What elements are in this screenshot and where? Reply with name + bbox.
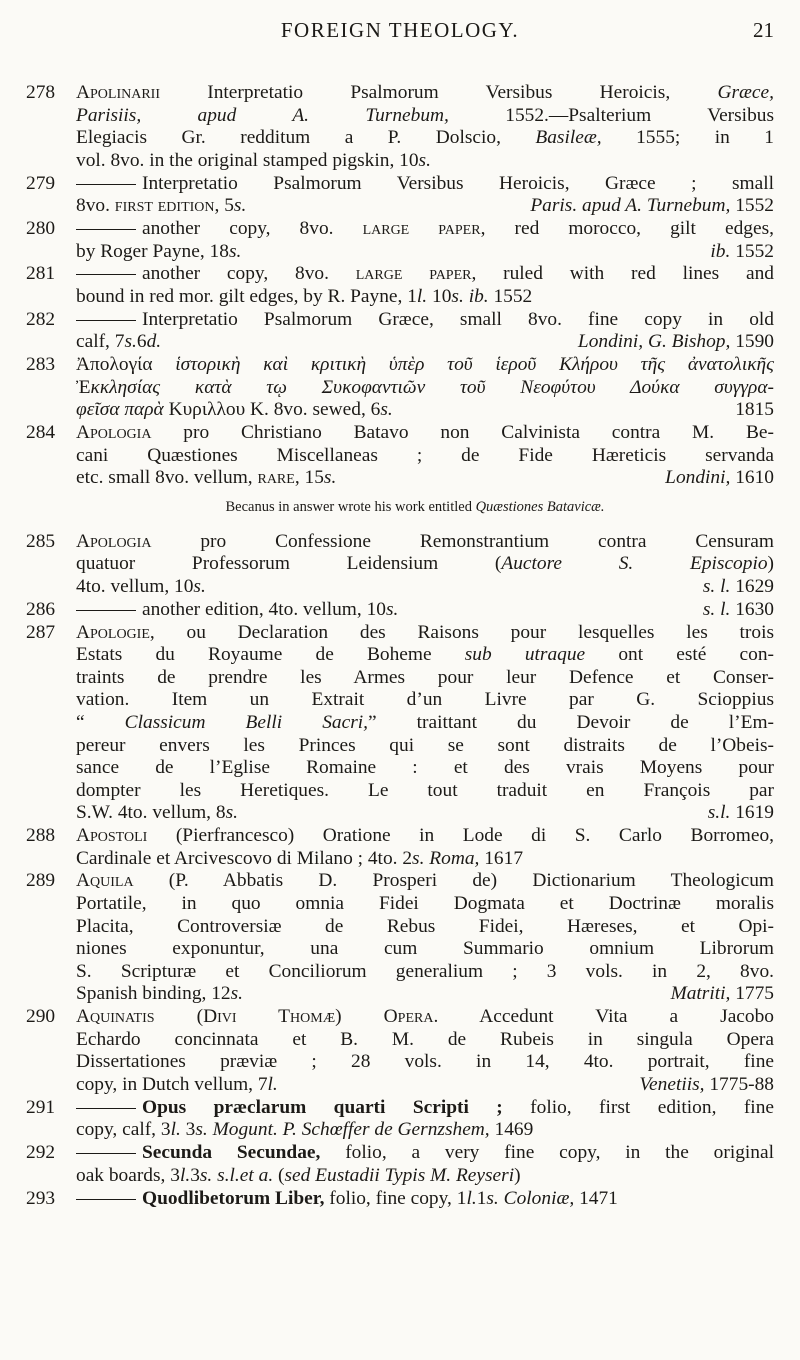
entry-line: Interpretatio Psalmorum Versibus Heroicis, Græce ; small	[76, 173, 774, 196]
entry-line: Apolinarii Interpretatio Psalmorum Versibus Heroicis, Græce,	[76, 82, 774, 103]
entry-line: etc. small 8vo. vellum, rare, 15s. Londini, 1610	[76, 467, 774, 489]
entry-line: Aquinatis (Divi Thomæ) Opera. Accedunt Vita a Jacobo	[76, 1006, 774, 1028]
entry-line: Interpretatio Psalmorum Græce, small 8vo. fine copy in old	[76, 309, 774, 332]
entry-number: 287	[26, 621, 56, 643]
catalogue-entry	[26, 173, 774, 218]
entry-line: pereur envers les Princes qui se sont distraits de l’Obeis-	[76, 734, 774, 756]
catalogue-entry	[26, 309, 774, 354]
entry-line: Apologia pro Christiano Batavo non Calvinista contra M. Be-	[76, 422, 774, 444]
catalogue-entry	[26, 354, 774, 422]
entry-line: niones exponuntur, una cum Summario omnium Librorum	[76, 938, 774, 960]
entry-number: 293	[26, 1187, 56, 1209]
entry-line: dompter les Heretiques. Le tout traduit en François par	[76, 779, 774, 801]
entry-line: vation. Item un Extrait d’un Livre par G. Scioppius	[76, 689, 774, 711]
entry-number: 283	[26, 354, 56, 376]
catalogue-entry	[26, 263, 774, 308]
catalogue-entry	[26, 531, 774, 599]
catalogue-entry	[26, 1188, 774, 1211]
entry-line: Aquila (P. Abbatis D. Prosperi de) Dictionarium Theologicum	[76, 870, 774, 892]
page-header	[26, 18, 774, 48]
entry-number: 279	[26, 172, 56, 194]
entry-number: 291	[26, 1096, 56, 1118]
entry-line: oak boards, 3l.3s. s.l.et a. (sed Eustadii Typis M. Reyseri)	[76, 1164, 521, 1186]
entry-line: another edition, 4to. vellum, 10s. s. l. 1630	[76, 599, 774, 622]
entry-line: copy, calf, 3l. 3s. Mogunt. P. Schœffer de Gernzshem, 1469	[76, 1119, 534, 1141]
entry-line: Echardo concinnata et B. M. de Rubeis in singula Opera	[76, 1028, 774, 1050]
entry-line: “ Classicum Belli Sacri,” traittant du Devoir de l’Em-	[76, 711, 774, 733]
entry-line: Apologie, ou Declaration des Raisons pour lesquelles les trois	[76, 621, 774, 643]
entry-number: 288	[26, 825, 56, 847]
entry-line: Secunda Secundae, folio, a very fine copy, in the original	[76, 1142, 774, 1165]
entry-line: Apostoli (Pierfrancesco) Oratione in Lode di S. Carlo Borromeo,	[76, 825, 774, 847]
entry-line: sance de l’Eglise Romaine : et des vrais Moyens pour	[76, 757, 774, 779]
entry-line: Quodlibetorum Liber, folio, fine copy, 1l.1s. Coloniæ, 1471	[76, 1188, 774, 1211]
catalogue-entry	[26, 622, 774, 825]
entry-line: Cardinale et Arcivescovo di Milano ; 4to. 2s. Roma, 1617	[76, 847, 524, 869]
entry-number: 280	[26, 217, 56, 239]
entry-line: S.W. 4to. vellum, 8s. s.l. 1619	[76, 802, 774, 824]
catalogue-entry	[26, 870, 774, 1006]
entry-line: Ἀπολογία ἱστορικὴ καὶ κριτικὴ ὑπὲρ τοῦ ἱεροῦ Κλήρου τῆς ἀνατολικῆς	[76, 354, 774, 376]
running-title: FOREIGN THEOLOGY.	[280, 18, 520, 42]
entry-number: 278	[26, 82, 56, 103]
entry-line: 4to. vellum, 10s. s. l. 1629	[76, 576, 774, 597]
entry-line: S. Scripturæ et Conciliorum generalium ; 3 vols. in 2, 8vo.	[76, 960, 774, 982]
entry-note: Becanus in answer wrote his work entitled Quæstiones Batavicæ.	[225, 498, 605, 515]
entry-line: 8vo. first edition, 5s. Paris. apud A. Turnebum, 1552	[76, 195, 774, 217]
entry-line: cani Quæstiones Miscellaneas ; de Fide Hæreticis servanda	[76, 444, 774, 466]
entry-number: 285	[26, 530, 56, 552]
catalogue-entry	[26, 218, 774, 263]
entry-line: another copy, 8vo. large paper, red morocco, gilt edges,	[76, 218, 774, 241]
catalogue-entry	[26, 82, 774, 172]
entry-line: Dissertationes præviæ ; 28 vols. in 14, 4to. portrait, fine	[76, 1051, 774, 1073]
entry-line: Estats du Royaume de Boheme sub utraque ont esté con-	[76, 644, 775, 666]
entry-line: Portatile, in quo omnia Fidei Dogmata et Doctrinæ moralis	[76, 893, 774, 915]
catalogue-entry	[26, 1006, 774, 1096]
entry-line: Elegiacis Gr. redditum a P. Dolscio, Basileæ, 1555; in 1	[76, 127, 774, 149]
entry-line: traints de prendre les Armes pour leur Defence et Conser-	[76, 666, 774, 688]
entry-line: by Roger Payne, 18s. ib. 1552	[76, 240, 774, 262]
entry-line: quatuor Professorum Leidensium (Auctore S. Episcopio)	[76, 553, 775, 575]
entry-line: Ἐκκλησίας κατὰ τῳ Συκοφαντιῶν τοῦ Νεοφύτου Δούκα συγγρα-	[76, 376, 774, 398]
entry-line: vol. 8vo. in the original stamped pigskin, 10s.	[76, 149, 431, 171]
catalogue-entry	[26, 825, 774, 870]
entry-line: another copy, 8vo. large paper, ruled with red lines and	[76, 263, 774, 286]
catalogue-entry	[26, 1097, 774, 1142]
entry-number: 289	[26, 870, 56, 892]
entry-number: 284	[26, 422, 56, 444]
catalogue-entry	[26, 422, 774, 490]
catalogue-entries	[26, 82, 774, 1210]
catalogue-entry	[26, 1142, 774, 1187]
entry-number: 290	[26, 1006, 56, 1028]
entry-number: 286	[26, 598, 56, 620]
entry-number: 292	[26, 1142, 56, 1164]
entry-line: Apologia pro Confessione Remonstrantium contra Censuram	[76, 530, 774, 552]
entry-number: 282	[26, 308, 56, 330]
entry-number: 281	[26, 263, 56, 285]
entry-line: copy, in Dutch vellum, 7l. Venetiis, 1775-88	[76, 1074, 774, 1095]
entry-line: φεῖσα παρὰ Κυριλλου Κ. 8vo. sewed, 6s. 1815	[76, 399, 774, 421]
entry-line: Parisiis, apud A. Turnebum, 1552.—Psalterium Versibus	[76, 104, 775, 126]
entry-line: calf, 7s.6d. Londini, G. Bishop, 1590	[76, 331, 774, 353]
entry-line: Placita, Controversiæ de Rebus Fidei, Hæreses, et Opi-	[76, 915, 774, 937]
entry-line: Spanish binding, 12s. Matriti, 1775	[76, 983, 774, 1005]
catalogue-entry	[26, 599, 774, 622]
entry-line: Opus præclarum quarti Scripti ; folio, first edition, fine	[76, 1097, 774, 1120]
entry-line: bound in red mor. gilt edges, by R. Payne, 1l. 10s. ib. 1552	[76, 285, 533, 307]
page-number: 21	[753, 18, 774, 42]
